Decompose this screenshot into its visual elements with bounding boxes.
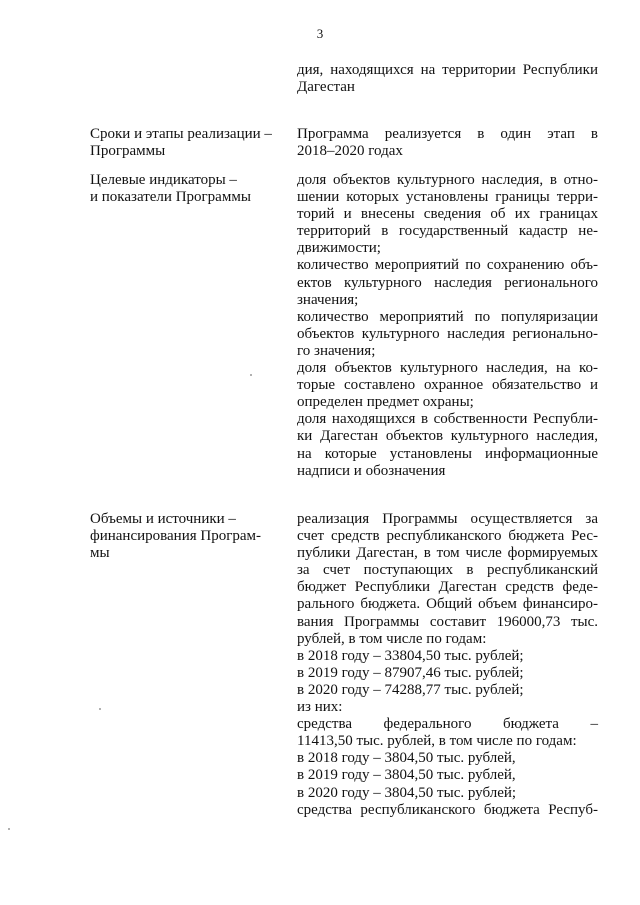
value-line: счет средств республиканского бюджета Рес-	[297, 528, 598, 545]
label-line: Сроки и этапы реализации –	[90, 126, 272, 142]
value-line: публики Дагестан, в том числе формируемых	[297, 545, 598, 562]
label-line: мы	[90, 545, 110, 561]
value-line: в 2018 году – 3804,50 тыс. рублей,	[297, 750, 516, 767]
row-value	[297, 126, 598, 160]
value-line: объектов культурного наследия регионально-	[297, 325, 598, 342]
value-line: за счет поступающих в республиканский	[297, 562, 598, 579]
label-line: Объемы и источники –	[90, 511, 236, 527]
value-line: средства федерального бюджета –	[297, 716, 598, 733]
value-line: бюджет Республики Дагестан средств феде-	[297, 579, 598, 596]
value-line: количество мероприятий по сохранению объ-	[297, 257, 598, 274]
value-line: в 2020 году – 3804,50 тыс. рублей;	[297, 784, 517, 801]
value-line: из них:	[297, 699, 343, 716]
value-line: Программа реализуется в один этап в	[297, 126, 598, 142]
value-line: на которые установлены информационные	[297, 445, 598, 462]
value-line: в 2019 году – 3804,50 тыс. рублей,	[297, 767, 516, 784]
value-line: в 2018 году – 33804,50 тыс. рублей;	[297, 647, 524, 664]
value-line: ки Дагестан объектов культурного наследия,	[297, 428, 598, 445]
value-line: 2018–2020 годах	[297, 143, 403, 160]
value-line: количество мероприятий по популяризации	[297, 308, 598, 325]
label-line: Целевые индикаторы –	[90, 172, 237, 188]
row-value	[297, 172, 598, 480]
value-line: движимости;	[297, 240, 381, 257]
label-line: финансирования Програм-	[90, 528, 262, 544]
value-line: доля находящихся в собственности Республи-	[297, 411, 598, 428]
value-line: рублей, в том числе по годам:	[297, 630, 487, 647]
row-value	[297, 62, 598, 96]
page-number: 3	[316, 26, 324, 41]
value-line: рального бюджета. Общий объем финансиро-	[297, 596, 598, 613]
scan-speck	[250, 374, 252, 376]
scan-speck	[8, 828, 10, 830]
label-line: и показатели Программы	[90, 189, 251, 205]
label-line: Программы	[90, 143, 166, 159]
value-line: 11413,50 тыс. рублей, в том числе по годам:	[297, 733, 577, 750]
row-label	[90, 172, 286, 206]
value-line: ектов культурного наследия регионального	[297, 274, 598, 291]
value-line: определен предмет охраны;	[297, 394, 474, 411]
value-line: надписи и обозначения	[297, 462, 446, 479]
value-line: Дагестан	[297, 79, 355, 96]
value-line: торые составлено охранное обязательство и	[297, 377, 598, 394]
value-line: территорий в государственный кадастр не-	[297, 223, 598, 240]
value-line: в 2020 году – 74288,77 тыс. рублей;	[297, 681, 524, 698]
value-line: торий и внесены сведения об их границах	[297, 206, 598, 223]
value-line: вания Программы составит 196000,73 тыс.	[297, 613, 598, 630]
value-line: значения;	[297, 291, 359, 308]
value-line: доля объектов культурного наследия, в отно-	[297, 172, 598, 188]
scan-speck	[99, 708, 101, 710]
value-line: в 2019 году – 87907,46 тыс. рублей;	[297, 664, 524, 681]
value-line: средства республиканского бюджета Респуб-	[297, 801, 598, 818]
value-line: дия, находящихся на территории Республики	[297, 62, 598, 78]
value-line: шении которых установлены границы терри-	[297, 189, 598, 206]
value-line: реализация Программы осуществляется за	[297, 511, 598, 527]
row-label	[90, 511, 286, 562]
value-line: го значения;	[297, 342, 376, 359]
row-label	[90, 126, 286, 160]
value-line: доля объектов культурного наследия, на ко-	[297, 360, 598, 377]
row-value	[297, 511, 598, 819]
